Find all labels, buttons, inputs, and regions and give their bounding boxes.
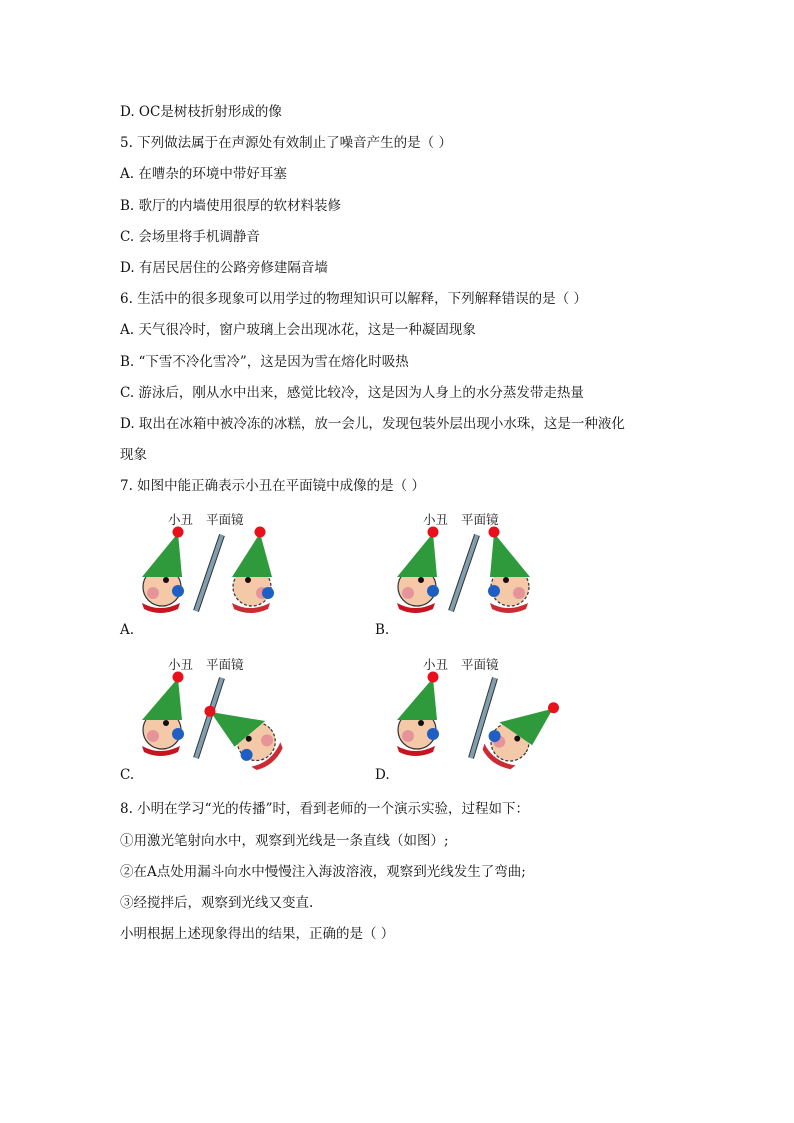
mirror [451,535,477,611]
clown [397,672,439,757]
clown [142,672,184,757]
figure-option-d [375,650,595,775]
clown [397,527,439,614]
figure-a-drawing [120,505,340,625]
text-line-1: D. OC是树枝折射形成的像 [120,104,282,120]
question-8-step-1: ①用激光笔射向水中，观察到光线是一条直线（如图）; [120,833,449,849]
question-5-option-b: B. 歌厅的内墙使用很厚的软材料装修 [120,198,342,214]
mirror-label: 平面镜 [206,657,244,672]
figure-c-drawing [120,650,340,775]
question-8-step-2: ②在A点处用漏斗向水中慢慢注入海波溶液，观察到光线发生了弯曲; [120,864,526,880]
option-d-label: D. [375,767,390,783]
clown-label: 小丑 [168,657,194,672]
figure-option-b [375,505,595,625]
question-5: 5. 下列做法属于在声源处有效制止了噪音产生的是（ ） [120,135,452,151]
mirror [196,535,222,611]
mirror-label: 平面镜 [206,512,244,527]
option-b-label: B. [375,622,390,638]
figure-d-drawing [375,650,595,775]
mirror-label: 平面镜 [461,512,499,527]
question-6-option-c: C. 游泳后，刚从水中出来，感觉比较冷，这是因为人身上的水分蒸发带走热量 [120,385,584,401]
mirror-label: 平面镜 [461,657,499,672]
question-8-step-3: ③经搅拌后，观察到光线又变直. [120,895,314,911]
question-8: 8. 小明在学习“光的传播”时，看到老师的一个演示实验，过程如下： [120,801,529,817]
clown-label: 小丑 [423,512,449,527]
question-6-option-b: B. “下雪不冷化雪冷”，这是因为雪在熔化时吸热 [120,354,409,370]
question-8-prompt: 小明根据上述现象得出的结果，正确的是（ ） [120,926,395,942]
figure-b-drawing [375,505,595,625]
clown-label: 小丑 [168,512,194,527]
question-5-option-a: A. 在嘈杂的环境中带好耳塞 [120,166,287,182]
figure-option-a [120,505,340,625]
question-7: 7. 如图中能正确表示小丑在平面镜中成像的是（ ） [120,478,425,494]
clown-label: 小丑 [423,657,449,672]
mirror [471,678,495,758]
question-6-option-d: D. 取出在冰箱中被冷冻的冰糕，放一会儿，发现包装外层出现小水珠，这是一种液化 [120,416,625,432]
nose [172,585,184,597]
question-6-option-d-cont: 现象 [120,447,147,463]
clown-image [232,527,274,614]
question-6: 6. 生活中的很多现象可以用学过的物理知识可以解释，下列解释错误的是（ ） [120,291,587,307]
question-5-option-c: C. 会场里将手机调静音 [120,229,260,245]
question-6-option-a: A. 天气很冷时，窗户玻璃上会出现冰花，这是一种凝固现象 [120,322,476,338]
pompom [173,527,184,538]
figure-option-c [120,650,340,775]
clown-image [488,527,530,614]
option-c-label: C. [120,767,135,783]
option-a-label: A. [120,622,135,638]
hat [142,533,182,577]
clown [142,527,184,614]
question-5-option-d: D. 有居民居住的公路旁修建隔音墙 [120,260,328,276]
